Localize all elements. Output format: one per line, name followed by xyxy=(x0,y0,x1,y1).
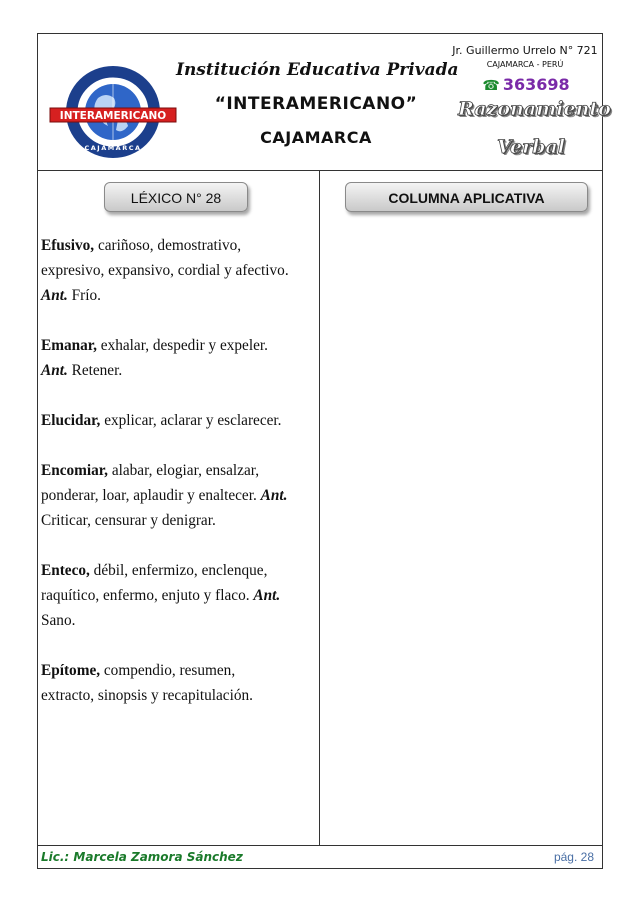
logo-top-text: INSTITUCIÓN EDUCATIVA PRIVADA xyxy=(48,56,173,64)
lexicon-entry xyxy=(41,658,291,708)
entry-antonym-label: Ant. xyxy=(253,587,281,604)
entry-definition: compendio, resumen, extracto, sinopsis y recapitulación. xyxy=(41,662,253,704)
institution-name: “INTERAMERICANO” xyxy=(214,94,418,114)
entry-antonym-label: Ant. xyxy=(41,362,68,379)
subject-title-line1: Razonamiento xyxy=(458,98,611,120)
entry-antonym-label: Ant. xyxy=(260,487,288,504)
entry-word: Enteco, xyxy=(41,562,90,579)
lexicon-entries xyxy=(41,233,291,733)
school-logo xyxy=(48,56,178,162)
entry-definition: alabar, elogiar, ensalzar, ponderar, loar, aplaudir y enaltecer. xyxy=(41,462,260,504)
entry-antonym: Frío. xyxy=(67,287,101,304)
phone-text: 363698 xyxy=(502,75,570,94)
entry-word: Emanar, xyxy=(41,337,97,354)
subject-title-line2: Verbal xyxy=(497,136,565,158)
address-line2: CAJAMARCA - PERÚ xyxy=(486,60,564,69)
entry-antonym: Criticar, censurar y denigrar. xyxy=(41,512,216,529)
footer-divider xyxy=(37,845,603,846)
lexicon-entry xyxy=(41,558,291,633)
header-divider xyxy=(37,170,603,171)
entry-word: Epítome, xyxy=(41,662,101,679)
applied-column-tab: COLUMNA APLICATIVA xyxy=(345,182,588,212)
entry-definition: explicar, aclarar y esclarecer. xyxy=(100,412,282,429)
entry-definition: débil, enfermizo, enclenque, raquítico, enfermo, enjuto y flaco. xyxy=(41,562,268,604)
entry-word: Efusivo, xyxy=(41,237,95,254)
entry-word: Elucidar, xyxy=(41,412,101,429)
lexicon-entry xyxy=(41,333,291,383)
entry-antonym-label: Ant. xyxy=(41,287,68,304)
footer-author: Lic.: Marcela Zamora Sánchez xyxy=(41,850,243,864)
logo-bottom-text: CAJAMARCA xyxy=(84,144,142,152)
entry-antonym: Retener. xyxy=(67,362,123,379)
entry-word: Encomiar, xyxy=(41,462,108,479)
lexicon-entry xyxy=(41,458,291,533)
lexicon-entry xyxy=(41,233,291,308)
column-divider xyxy=(319,170,320,845)
institution-type: Institución Educativa Privada xyxy=(176,60,459,80)
entry-antonym: Sano. xyxy=(41,612,76,629)
address-line1: Jr. Guillermo Urrelo N° 721 xyxy=(452,44,598,57)
lexicon-entry xyxy=(41,408,291,433)
phone-number xyxy=(466,75,586,94)
telephone-icon: ☎ xyxy=(482,78,500,94)
entry-definition: exhalar, despedir y expeler. xyxy=(96,337,268,354)
lexicon-tab: LÉXICO N° 28 xyxy=(104,182,248,212)
entry-definition: cariñoso, demostrativo, expresivo, expansivo, cordial y afectivo. xyxy=(41,237,289,279)
logo-banner-text: INTERAMERICANO xyxy=(59,110,167,122)
page-number: pág. 28 xyxy=(553,850,594,864)
institution-city: CAJAMARCA xyxy=(260,128,372,147)
